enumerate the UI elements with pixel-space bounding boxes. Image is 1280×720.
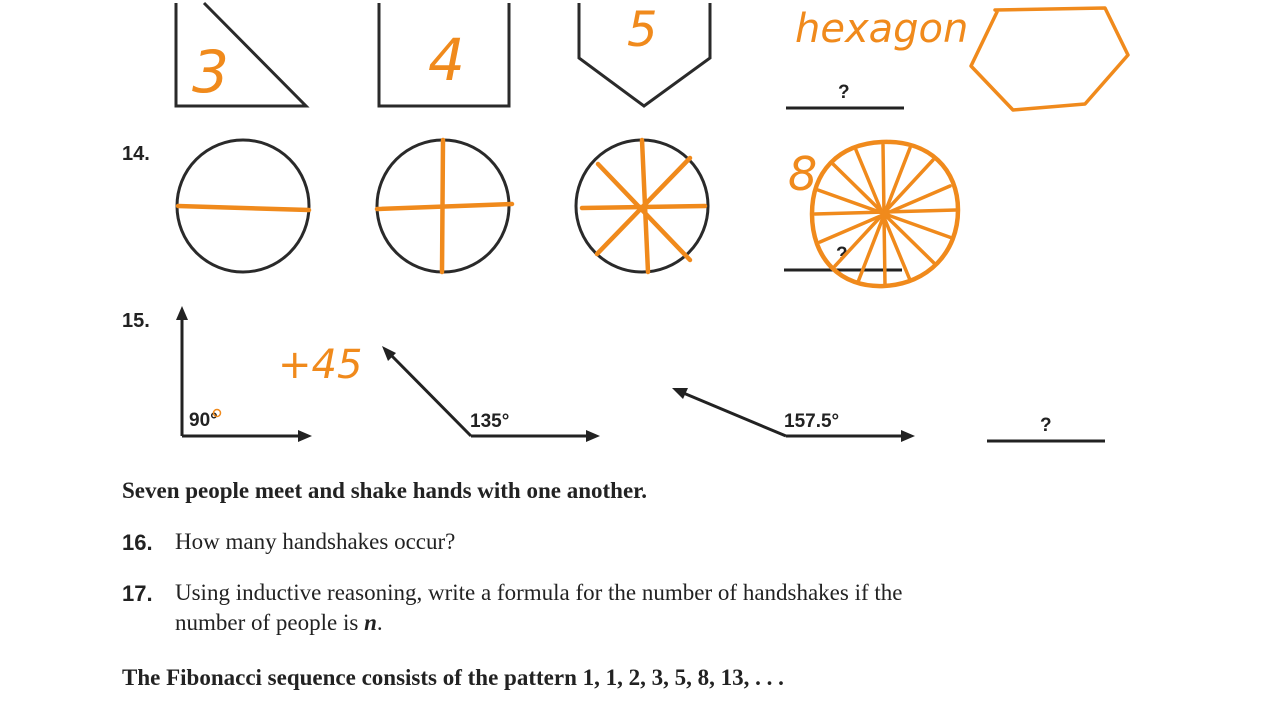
handwritten-label-5: 5 bbox=[627, 2, 658, 58]
circle-1 bbox=[177, 140, 309, 272]
blank-question-13: ? bbox=[838, 82, 850, 103]
handwritten-answer-hexagon: hexagon bbox=[795, 6, 969, 52]
circle-2 bbox=[377, 140, 512, 272]
question-number-17: 17. bbox=[122, 581, 153, 606]
blank-question-14: ? bbox=[836, 244, 848, 265]
handdrawn-hexagon bbox=[971, 8, 1128, 110]
blank-question-15: ? bbox=[1040, 415, 1052, 436]
question-text-17-line-1: Using inductive reasoning, write a formula for the number of handshakes if the bbox=[175, 580, 903, 605]
circle-3 bbox=[576, 140, 708, 272]
angle-label-135: 135° bbox=[470, 411, 510, 432]
handwritten-answer-8: 8 bbox=[788, 147, 818, 201]
handdrawn-circle-16-lines bbox=[812, 142, 958, 286]
question-number-15: 15. bbox=[122, 310, 150, 332]
angle-label-90: 90° bbox=[189, 410, 218, 431]
variable-n: n bbox=[364, 610, 377, 635]
question-number-16: 16. bbox=[122, 530, 153, 555]
handwritten-label-4: 4 bbox=[428, 26, 465, 94]
question-number-14: 14. bbox=[122, 143, 150, 165]
fibonacci-intro: The Fibonacci sequence consists of the pattern 1, 1, 2, 3, 5, 8, 13, . . . bbox=[122, 665, 784, 690]
handshake-intro: Seven people meet and shake hands with one another. bbox=[122, 478, 648, 503]
handwritten-plus-45: +45 bbox=[278, 342, 363, 388]
question-text-17-prefix: number of people is bbox=[175, 610, 365, 635]
question-text-17-suffix: . bbox=[376, 610, 383, 635]
handwritten-label-3: 3 bbox=[192, 38, 229, 106]
question-text-17-line-2 bbox=[175, 610, 383, 636]
angle-label-157-5: 157.5° bbox=[784, 411, 840, 432]
question-text-16: How many handshakes occur? bbox=[175, 529, 456, 554]
